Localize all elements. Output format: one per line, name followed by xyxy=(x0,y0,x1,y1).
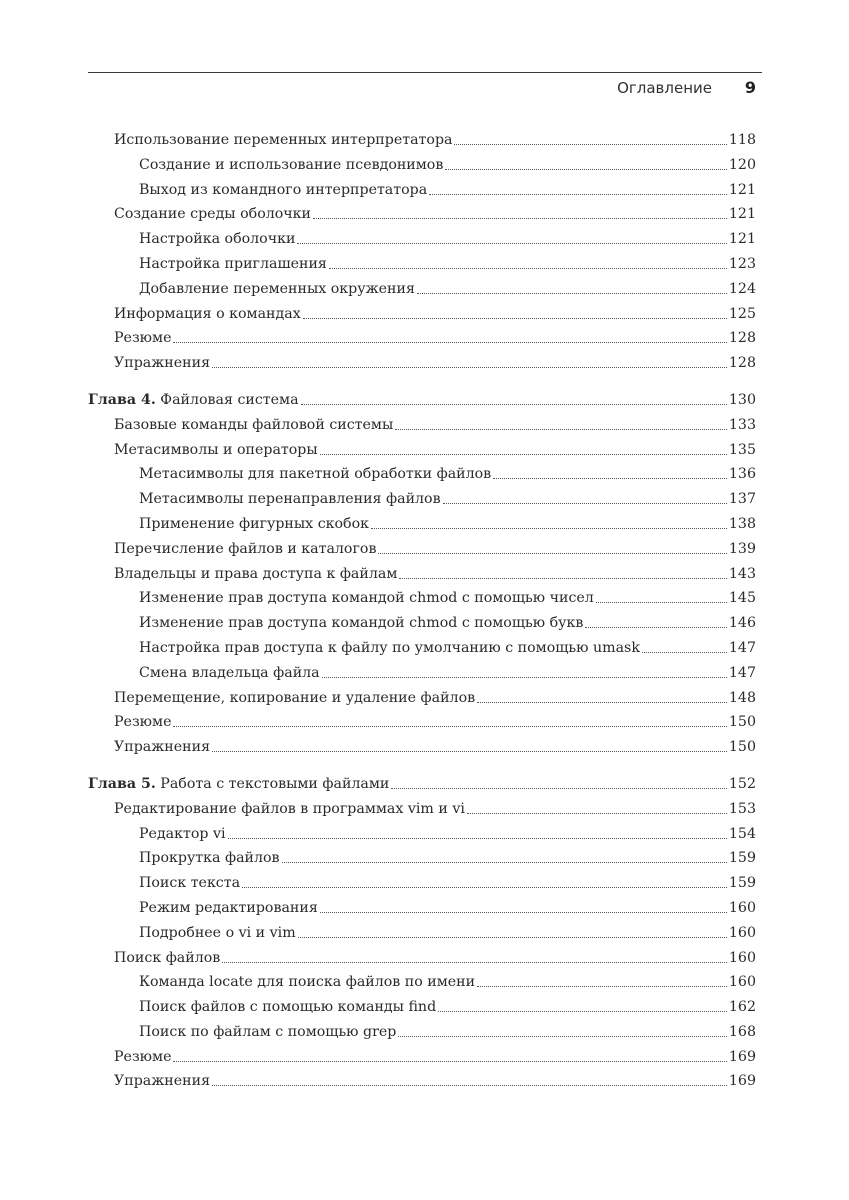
toc-page-number: 125 xyxy=(728,305,756,322)
toc-entry[interactable] xyxy=(88,1069,756,1094)
toc-page-number: 133 xyxy=(728,416,756,433)
toc-page-number: 147 xyxy=(728,639,756,656)
toc-entry-title xyxy=(114,438,318,463)
toc-entry[interactable] xyxy=(88,252,756,277)
dot-leader xyxy=(212,1069,727,1086)
entry-text: Резюме xyxy=(114,1048,172,1065)
dot-leader xyxy=(313,202,727,219)
toc-entry[interactable] xyxy=(88,946,756,971)
entry-text: Файловая система xyxy=(155,391,299,408)
toc-entry-title xyxy=(139,462,491,487)
dot-leader xyxy=(395,413,727,430)
entry-text: Упражнения xyxy=(114,739,211,756)
dot-leader xyxy=(173,710,726,727)
toc-page-number: 160 xyxy=(728,924,756,941)
entry-text: Перечисление файлов и каталогов xyxy=(114,540,377,557)
entry-text: Метасимволы перенаправления файлов xyxy=(139,491,441,508)
toc-entry-title xyxy=(139,896,318,921)
toc-entry-title xyxy=(139,153,443,178)
toc-entry-title xyxy=(139,227,295,252)
toc-page-number: 123 xyxy=(728,255,756,272)
toc-entry[interactable] xyxy=(88,438,756,463)
toc-entry-title xyxy=(114,302,301,327)
dot-leader xyxy=(438,995,727,1012)
toc-chapter-entry[interactable] xyxy=(88,388,756,413)
entry-text: Выход из командного интерпретатора xyxy=(139,181,428,198)
entry-text: Добавление переменных окружения xyxy=(139,280,415,297)
toc-entry-title xyxy=(88,388,299,413)
toc-section xyxy=(88,388,756,760)
toc-entry[interactable] xyxy=(88,970,756,995)
toc-entry[interactable] xyxy=(88,686,756,711)
toc-page-number: 143 xyxy=(728,565,756,582)
dot-leader xyxy=(329,252,727,269)
toc-entry-title xyxy=(139,178,427,203)
entry-text: Применение фигурных скобок xyxy=(139,515,369,532)
toc-entry-title xyxy=(139,252,327,277)
dot-leader xyxy=(371,512,727,529)
entry-text: Использование переменных интерпретатора xyxy=(114,132,453,148)
entry-text: Смена владельца файла xyxy=(139,664,320,681)
toc-section xyxy=(88,772,756,1094)
toc-entry[interactable] xyxy=(88,1020,756,1045)
toc-entry-title xyxy=(139,586,594,611)
toc-entry-title xyxy=(114,1045,171,1070)
entry-text: Редактор vi xyxy=(139,825,226,842)
dot-leader xyxy=(320,438,727,455)
entry-text: Настройка оболочки xyxy=(139,231,296,248)
toc-chapter-entry[interactable] xyxy=(88,772,756,797)
dot-leader xyxy=(585,611,727,628)
entry-text: Создание и использование псевдонимов xyxy=(139,156,444,173)
toc-entry-title xyxy=(114,202,311,227)
page-number: 9 xyxy=(744,78,756,97)
entry-text: Владельцы и права доступа к файлам xyxy=(114,565,398,582)
toc-entry[interactable] xyxy=(88,277,756,302)
toc-page-number: 128 xyxy=(728,355,756,372)
toc-entry[interactable] xyxy=(88,636,756,661)
toc-entry[interactable] xyxy=(88,326,756,351)
toc-page-number: 145 xyxy=(728,590,756,607)
toc-page-number: 153 xyxy=(728,800,756,817)
toc-page-number: 128 xyxy=(728,330,756,347)
entry-text: Подробнее о vi и vim xyxy=(139,924,296,941)
toc-entry[interactable] xyxy=(88,921,756,946)
entry-text: Создание среды оболочки xyxy=(114,206,311,223)
dot-leader xyxy=(399,562,727,579)
entry-text: Прокрутка файлов xyxy=(139,850,280,867)
toc-page-number: 154 xyxy=(728,825,756,842)
dot-leader xyxy=(282,846,727,863)
running-header xyxy=(88,72,762,101)
entry-text: Резюме xyxy=(114,330,172,347)
toc-entry-title xyxy=(139,846,280,871)
toc-entry-title xyxy=(139,277,415,302)
entry-text: Настройка прав доступа к файлу по умолчанию с помощью umask xyxy=(139,639,640,656)
entry-text: Изменение прав доступа командой chmod с помощью чисел xyxy=(139,590,594,607)
toc-page-number: 160 xyxy=(728,899,756,916)
dot-leader xyxy=(454,128,726,145)
toc-page-number: 148 xyxy=(728,689,756,706)
chapter-number: Глава 5. xyxy=(88,775,156,792)
dot-leader xyxy=(429,178,727,195)
entry-text: Команда locate для поиска файлов по имени xyxy=(139,974,476,991)
toc-entry[interactable] xyxy=(88,351,756,376)
toc-entry[interactable] xyxy=(88,822,756,847)
toc-entry-title xyxy=(139,611,583,636)
toc-page-number: 121 xyxy=(728,206,756,223)
dot-leader xyxy=(398,1020,727,1037)
toc-entry-title xyxy=(114,562,397,587)
dot-leader xyxy=(242,871,727,888)
dot-leader xyxy=(477,970,727,987)
dot-leader xyxy=(173,326,726,343)
toc-entry-title xyxy=(139,661,320,686)
toc-page-number: 118 xyxy=(728,132,756,148)
entry-text: Редактирование файлов в программах vim и vi xyxy=(114,800,465,817)
dot-leader xyxy=(322,661,727,678)
dot-leader xyxy=(298,921,727,938)
toc-entry[interactable] xyxy=(88,227,756,252)
toc-page-number: 135 xyxy=(728,441,756,458)
toc-entry-title xyxy=(114,710,171,735)
toc-page-number: 160 xyxy=(728,949,756,966)
toc-entry-title xyxy=(114,735,210,760)
entry-text: Поиск файлов с помощью команды find xyxy=(139,999,437,1016)
toc-section xyxy=(88,128,756,376)
dot-leader xyxy=(320,896,727,913)
entry-text: Перемещение, копирование и удаление файлов xyxy=(114,689,476,706)
toc-page-number: 169 xyxy=(728,1073,756,1090)
toc-entry[interactable] xyxy=(88,487,756,512)
toc-entry[interactable] xyxy=(88,128,756,153)
toc-entry[interactable] xyxy=(88,995,756,1020)
toc-entry[interactable] xyxy=(88,302,756,327)
toc-entry[interactable] xyxy=(88,710,756,735)
entry-text: Упражнения xyxy=(114,1073,211,1090)
chapter-number: Глава 4. xyxy=(88,391,156,408)
toc-page-number: 146 xyxy=(728,615,756,632)
toc-entry-title xyxy=(139,512,369,537)
toc-page-number: 159 xyxy=(728,850,756,867)
entry-text: Режим редактирования xyxy=(139,899,318,916)
toc-page-number: 139 xyxy=(728,540,756,557)
entry-text: Поиск по файлам с помощью grep xyxy=(139,1023,397,1040)
toc-entry-title xyxy=(114,797,465,822)
toc-entry-title xyxy=(139,822,226,847)
toc-page-number: 150 xyxy=(728,739,756,756)
dot-leader xyxy=(477,686,727,703)
toc-entry-title xyxy=(139,487,441,512)
entry-text: Резюме xyxy=(114,714,172,731)
toc-entry-title xyxy=(114,537,376,562)
toc-entry-title xyxy=(139,1020,396,1045)
toc-page-number: 136 xyxy=(728,466,756,483)
toc-entry-title xyxy=(139,970,475,995)
dot-leader xyxy=(596,586,727,603)
dot-leader xyxy=(417,277,727,294)
toc-entry-title xyxy=(139,995,436,1020)
toc-entry-title xyxy=(114,413,393,438)
toc-entry[interactable] xyxy=(88,896,756,921)
dot-leader xyxy=(212,351,727,368)
entry-text: Упражнения xyxy=(114,355,211,372)
toc-page-number: 160 xyxy=(728,974,756,991)
dot-leader xyxy=(173,1045,726,1062)
toc-entry-title xyxy=(139,636,640,661)
toc-page-number: 169 xyxy=(728,1048,756,1065)
toc-entry-title xyxy=(114,351,210,376)
toc-entry[interactable] xyxy=(88,1045,756,1070)
toc-page-number: 121 xyxy=(728,231,756,248)
toc-page-number: 124 xyxy=(728,280,756,297)
toc-entry-title xyxy=(114,1069,210,1094)
dot-leader xyxy=(445,153,727,170)
dot-leader xyxy=(378,537,726,554)
entry-text: Изменение прав доступа командой chmod с помощью букв xyxy=(139,615,584,632)
toc-entry[interactable] xyxy=(88,178,756,203)
toc-entry-title xyxy=(114,686,475,711)
toc-page-number: 120 xyxy=(728,156,756,173)
table-of-contents xyxy=(88,128,756,1094)
entry-text: Базовые команды файловой системы xyxy=(114,416,394,433)
toc-entry-title xyxy=(139,871,240,896)
entry-text: Поиск текста xyxy=(139,875,241,892)
toc-entry[interactable] xyxy=(88,871,756,896)
toc-page-number: 168 xyxy=(728,1023,756,1040)
header-title: Оглавление xyxy=(617,79,712,97)
toc-entry[interactable] xyxy=(88,797,756,822)
toc-entry[interactable] xyxy=(88,153,756,178)
dot-leader xyxy=(303,302,727,319)
dot-leader xyxy=(301,388,727,405)
toc-page-number: 121 xyxy=(728,181,756,198)
toc-page-number: 150 xyxy=(728,714,756,731)
entry-text: Информация о командах xyxy=(114,305,301,322)
toc-page-number: 159 xyxy=(728,875,756,892)
toc-page-number: 130 xyxy=(728,391,756,408)
entry-text: Метасимволы и операторы xyxy=(114,441,318,458)
toc-entry[interactable] xyxy=(88,735,756,760)
toc-entry-title xyxy=(114,946,220,971)
toc-entry-title xyxy=(139,921,296,946)
dot-leader xyxy=(212,735,727,752)
toc-entry-title xyxy=(88,772,389,797)
dot-leader xyxy=(391,772,727,789)
toc-entry[interactable] xyxy=(88,611,756,636)
entry-text: Поиск файлов xyxy=(114,949,221,966)
dot-leader xyxy=(222,946,727,963)
toc-entry[interactable] xyxy=(88,846,756,871)
toc-entry[interactable] xyxy=(88,413,756,438)
toc-entry[interactable] xyxy=(88,512,756,537)
toc-page-number: 152 xyxy=(728,775,756,792)
toc-entry[interactable] xyxy=(88,202,756,227)
toc-entry-title xyxy=(114,326,171,351)
toc-page-number: 137 xyxy=(728,491,756,508)
entry-text: Метасимволы для пакетной обработки файлов xyxy=(139,466,492,483)
toc-entry[interactable] xyxy=(88,661,756,686)
dot-leader xyxy=(228,822,727,839)
toc-page-number: 162 xyxy=(728,999,756,1016)
toc-entry[interactable] xyxy=(88,562,756,587)
toc-entry-title xyxy=(114,128,452,153)
toc-entry[interactable] xyxy=(88,462,756,487)
entry-text: Работа с текстовыми файлами xyxy=(155,775,390,792)
dot-leader xyxy=(443,487,727,504)
dot-leader xyxy=(493,462,727,479)
toc-entry[interactable] xyxy=(88,537,756,562)
entry-text: Настройка приглашения xyxy=(139,255,327,272)
toc-page-number: 138 xyxy=(728,515,756,532)
dot-leader xyxy=(297,227,726,244)
dot-leader xyxy=(467,797,727,814)
dot-leader xyxy=(642,636,727,653)
toc-page-number: 147 xyxy=(728,664,756,681)
toc-entry[interactable] xyxy=(88,586,756,611)
